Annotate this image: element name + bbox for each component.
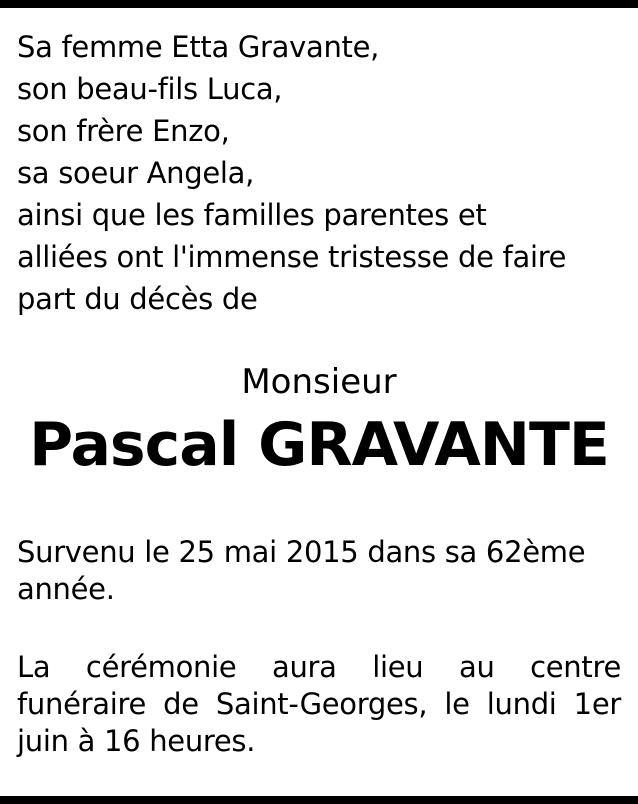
intro-line: part du décès de (17, 282, 258, 316)
ceremony-paragraph: La cérémonie aura lieu au centre funéraire de Saint-Georges, le lundi 1er juin à 16 heures. (17, 650, 621, 758)
top-border-rule (0, 0, 638, 8)
intro-line: son beau-fils Luca, (17, 72, 283, 106)
obituary-notice (17, 26, 621, 760)
deceased-name: Pascal GRAVANTE (29, 410, 609, 480)
civility-title: Monsieur (241, 362, 397, 402)
intro-line: sa soeur Angela, (17, 156, 255, 190)
bottom-border-rule (0, 796, 638, 804)
intro-line: alliées ont l'immense tristesse de faire (17, 240, 567, 274)
family-announcement (17, 26, 621, 320)
date-of-death-paragraph: Survenu le 25 mai 2015 dans sa 62ème année. (17, 535, 586, 606)
intro-line: son frère Enzo, (17, 114, 230, 148)
intro-line: Sa femme Etta Gravante, (17, 30, 380, 64)
intro-line: ainsi que les familles parentes et (17, 198, 487, 232)
